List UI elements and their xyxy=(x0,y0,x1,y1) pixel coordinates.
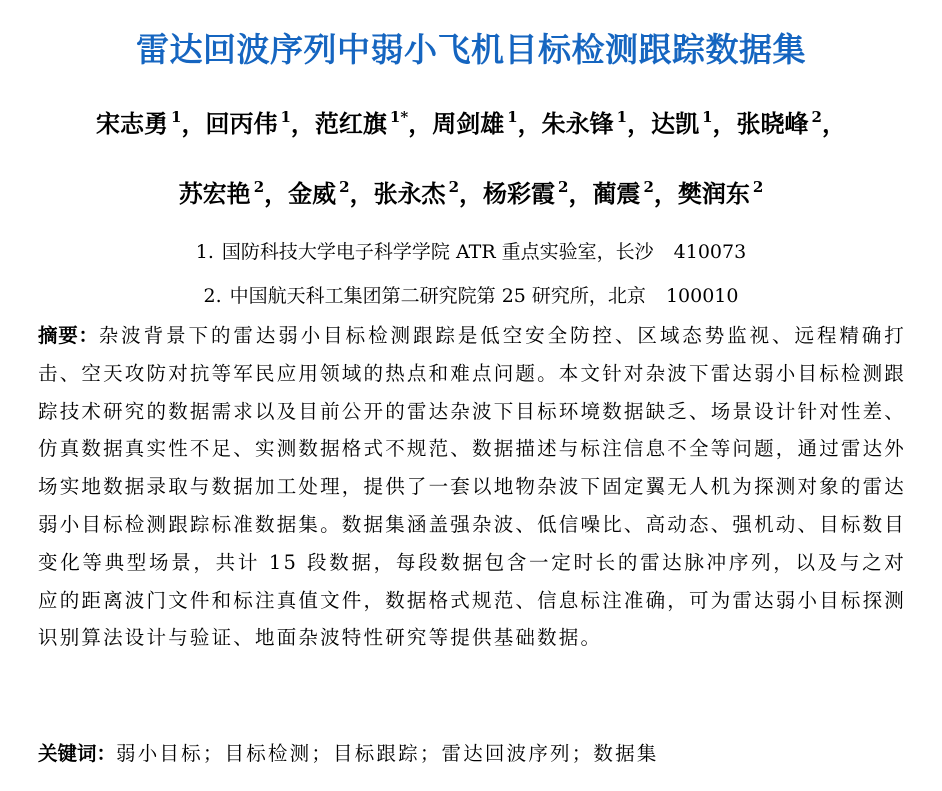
author-separator: ， xyxy=(627,109,652,138)
author xyxy=(96,109,181,138)
author xyxy=(315,109,408,138)
affiliation-number: 1. xyxy=(195,241,214,263)
author-separator: ， xyxy=(264,179,289,208)
author-separator: ， xyxy=(408,109,433,138)
author-separator: ， xyxy=(181,109,206,138)
affiliation-marker: 1 xyxy=(280,108,291,126)
affiliation-marker: 1 xyxy=(702,108,713,126)
affiliation-text: 国防科技大学电子科学学院 ATR 重点实验室，长沙 xyxy=(221,241,654,263)
author-name: 蔺震 xyxy=(592,179,641,208)
keywords-text: 弱小目标；目标检测；目标跟踪；雷达回波序列；数据集 xyxy=(116,742,659,765)
author-name: 达凯 xyxy=(651,109,700,138)
author-name: 回丙伟 xyxy=(205,109,278,138)
author-name: 宋志勇 xyxy=(96,109,169,138)
affiliation-marker: 1* xyxy=(389,108,409,126)
postal-code: 410073 xyxy=(673,241,747,263)
author xyxy=(737,109,822,138)
affiliation-1 xyxy=(0,237,942,267)
affiliation-2 xyxy=(0,281,942,311)
affiliation-marker: 2 xyxy=(643,178,654,196)
abstract-label: 摘要： xyxy=(38,324,99,347)
author-separator: ， xyxy=(349,179,374,208)
keywords-label: 关键词： xyxy=(38,742,117,765)
abstract xyxy=(38,317,906,657)
author-separator: ， xyxy=(290,109,315,138)
author xyxy=(651,109,712,138)
author-name: 朱永锋 xyxy=(541,109,614,138)
affiliation-marker: 2 xyxy=(253,178,265,196)
author-separator: ， xyxy=(712,109,737,138)
author-name: 周剑雄 xyxy=(432,109,505,138)
abstract-text: 杂波背景下的雷达弱小目标检测跟踪是低空安全防控、区域态势监视、远程精确打击、空天攻防对抗等军民应用领域的热点和难点问题。本文针对杂波下雷达弱小目标检测跟踪技术研究的数据需求以及目前公开的雷达杂波下目标环境数据缺乏、场景设计针对性差、仿真数据真实性不足、实测数据格式不规范、数据描述与标注信息不全等问题，通过雷达外场实地数据录取与数据加工处理，提供了一套以地物杂波下固定翼无人机为探测对象的雷达弱小目标检测跟踪标准数据集。数据集涵盖强杂波、低信噪比、高动态、强机动、目标数目变化等典型场景，共计 15 段数据，每段数据包含一定时长的雷达脉冲序列，以及与之对应的距离波门文件和标注真值文件，数据格式规范、信息标注准确，可为雷达弱小目标探测识别算法设计与验证、地面杂波特性研究等提供基础数据。 xyxy=(38,324,907,650)
author-separator: ， xyxy=(568,179,593,208)
author xyxy=(542,109,627,138)
affiliation-marker: 2 xyxy=(339,178,350,196)
affiliation-marker: 1 xyxy=(507,108,518,126)
author-list-row-1 xyxy=(0,107,942,141)
affiliation-marker: 2 xyxy=(448,178,459,196)
author-list-row-2 xyxy=(0,177,942,211)
author-name: 张永杰 xyxy=(373,179,446,208)
author xyxy=(678,179,763,208)
author-separator: ， xyxy=(653,179,678,208)
author-name: 范红旗 xyxy=(314,109,387,138)
author xyxy=(432,109,517,138)
author xyxy=(288,179,349,208)
author xyxy=(179,179,264,208)
postal-code: 100010 xyxy=(665,285,739,307)
author xyxy=(483,179,568,208)
author-separator: ， xyxy=(821,109,846,138)
affiliation-marker: 1 xyxy=(616,108,628,126)
affiliation-marker: 1 xyxy=(171,108,182,126)
author-name: 金威 xyxy=(288,179,337,208)
affiliation-marker: 2 xyxy=(752,178,764,196)
affiliation-number: 2. xyxy=(203,285,222,307)
affiliation-text: 中国航天科工集团第二研究院第 25 研究所，北京 xyxy=(229,285,646,307)
author-separator: ， xyxy=(517,109,542,138)
author-name: 苏宏艳 xyxy=(178,179,251,208)
author-name: 张晓峰 xyxy=(736,109,809,138)
author-separator: ， xyxy=(459,179,483,208)
author xyxy=(592,179,653,208)
author xyxy=(374,179,459,208)
author-name: 杨彩霞 xyxy=(483,179,555,208)
author xyxy=(205,109,290,138)
affiliation-marker: 2 xyxy=(558,178,569,196)
author-name: 樊润东 xyxy=(677,179,750,208)
paper-title: 雷达回波序列中弱小飞机目标检测跟踪数据集 xyxy=(136,30,806,69)
keywords xyxy=(38,735,906,772)
affiliation-marker: 2 xyxy=(811,108,822,126)
